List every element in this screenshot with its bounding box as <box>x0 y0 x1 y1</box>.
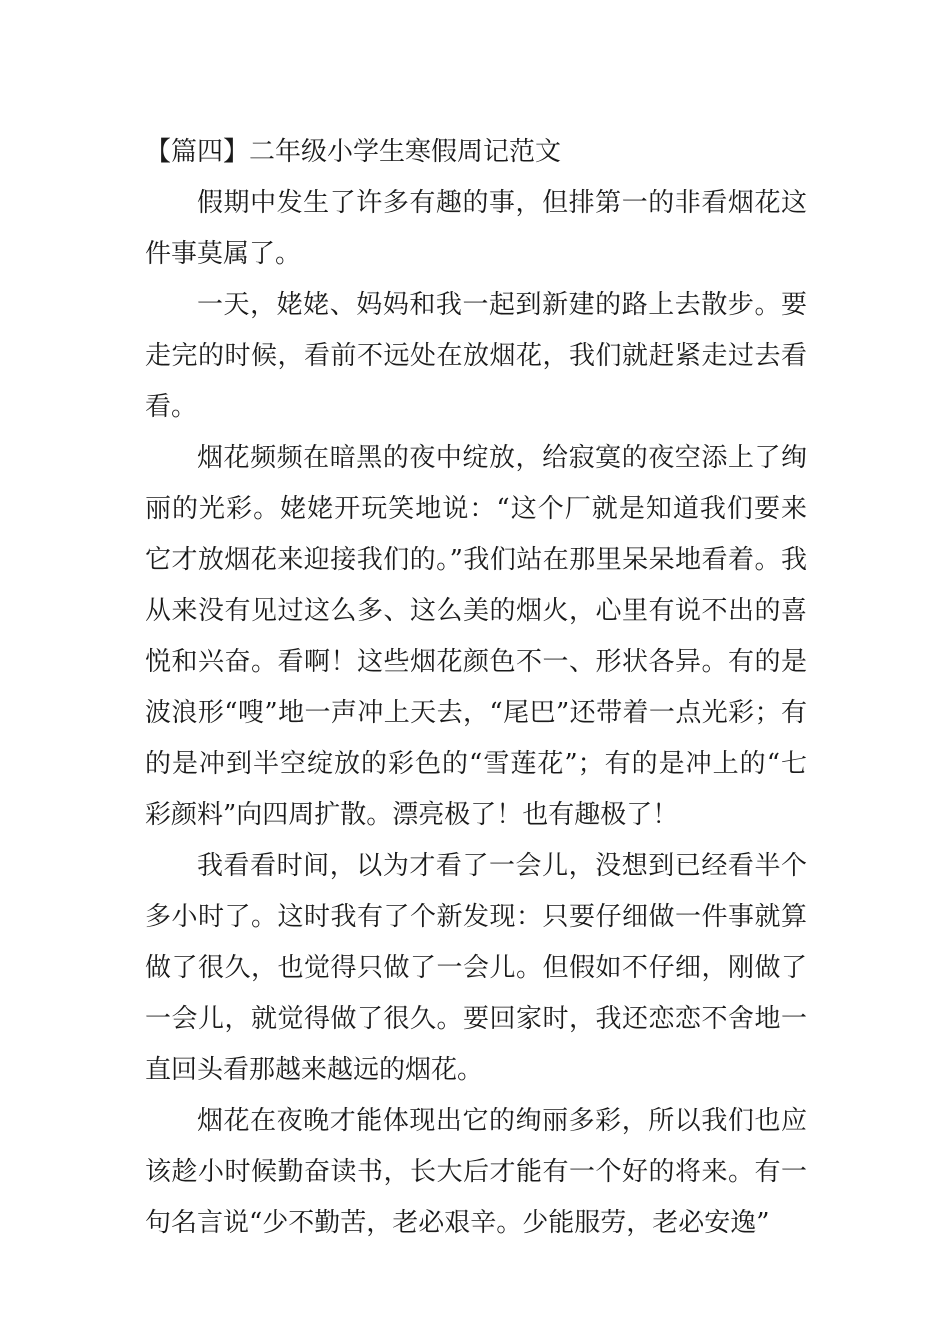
paragraph-5: 烟花在夜晚才能体现出它的绚丽多彩，所以我们也应该趁小时候勤奋读书，长大后才能有一个好的将来。有一句名言说“少不勤苦，老必艰辛。少能服劳，老必安逸” <box>145 1106 807 1238</box>
paragraph-3: 烟花频频在暗黑的夜中绽放，给寂寞的夜空添上了绚丽的光彩。姥姥开玩笑地说：“这个厂就是知道我们要来它才放烟花来迎接我们的。”我们站在那里呆呆地看着。我从来没有见过这么多、这么美的烟火，心里有说不出的喜悦和兴奋。看啊！这些烟花颜色不一、形状各异。有的是波浪形“嗖”地一声冲上天去，“尾巴”还带着一点光彩；有的是冲到半空绽放的彩色的“雪莲花”；有的是冲上的“七彩颜料”向四周扩散。漂亮极了！也有趣极了！ <box>145 443 807 830</box>
paragraph-4: 我看看时间，以为才看了一会儿，没想到已经看半个多小时了。这时我有了个新发现：只要仔细做一件事就算做了很久，也觉得只做了一会儿。但假如不仔细，刚做了一会儿，就觉得做了很久。要回家时，我还恋恋不舍地一直回头看那越来越远的烟花。 <box>145 851 807 1085</box>
paragraph-1: 假期中发生了许多有趣的事，但排第一的非看烟花这件事莫属了。 <box>145 188 807 269</box>
document-page <box>145 127 807 1249</box>
document-title: 【篇四】二年级小学生寒假周记范文 <box>145 137 562 167</box>
paragraph-2: 一天，姥姥、妈妈和我一起到新建的路上去散步。要走完的时候，看前不远处在放烟花，我们就赶紧走过去看看。 <box>145 290 807 422</box>
